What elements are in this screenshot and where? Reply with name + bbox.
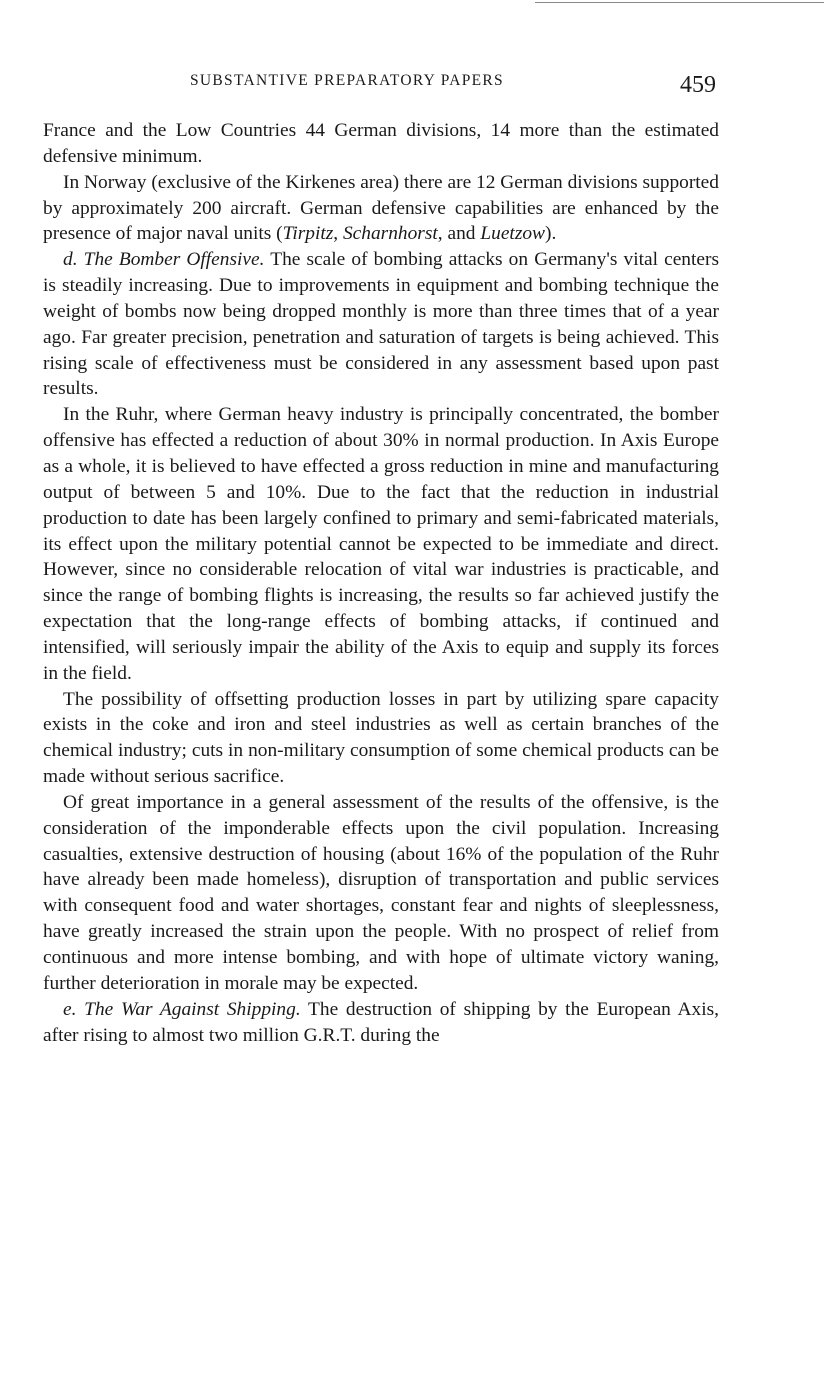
paragraph-norway bbox=[43, 170, 719, 248]
page-number: 459 bbox=[680, 72, 716, 98]
ship-name-scharnhorst: Scharnhorst bbox=[342, 223, 438, 245]
paragraph-text: France and the Low Countries 44 German divisions, 14 more than the estimated defensive minimum. bbox=[43, 120, 719, 167]
paragraph-text: The possibility of offsetting production losses in part by utilizing spare capacity exists in the coke and iron and steel industries as well as certain branches of the chemical industry; cuts in non-military consumption of some chemical products can be made without serious sacrifice. bbox=[43, 688, 719, 788]
paragraph-end: ). bbox=[545, 223, 557, 245]
ship-name-tirpitz: Tirpitz bbox=[282, 223, 334, 245]
paragraph-bomber-offensive bbox=[43, 247, 719, 402]
separator: , bbox=[333, 223, 343, 245]
paragraph-france bbox=[43, 118, 719, 170]
ship-name-luetzow: Luetzow bbox=[480, 223, 545, 245]
paragraph-text: In the Ruhr, where German heavy industry is principally concentrated, the bomber offensive has effected a reduction of about 30% in normal production. In Axis Europe as a whole, it is believed to have effected a gross reduction in mine and manufacturing output of between 5 and 10%. Due to the fact that the reduction in industrial production to date has been largely confined to primary and semi-fabricated materials, its effect upon the military potential cannot be expected to be immediate and direct. However, since no considerable relocation of vital war industries is practicable, and since the range of bombing flights is increasing, the results so far achieved justify the expectation that the long-range effects of bombing attacks, if continued and intensified, will seriously impair the ability of the Axis to equip and supply its forces in the field. bbox=[43, 404, 719, 684]
paragraph-text: In Norway (exclusive of the Kirkenes area) there are 12 German divisions supported by approximately 200 aircraft. German defensive capabilities are enhanced by the presence of major naval units ( bbox=[43, 171, 719, 245]
paragraph-text: The scale of bombing attacks on Germany's vital centers is steadily increasing. Due to improvements in equipment and bombing technique the weight of bombs now being dropped monthly is more than three times that of a year ago. Far greater precision, penetration and saturation of targets is being achieved. This rising scale of effectiveness must be considered in any assessment based upon past results. bbox=[43, 249, 720, 400]
paragraph-civil-population bbox=[43, 790, 719, 997]
paragraph-ruhr bbox=[43, 402, 719, 686]
section-heading-bomber-offensive: d. The Bomber Offensive. bbox=[63, 249, 265, 271]
paragraph-text: Of great importance in a general assessment of the results of the offensive, is the consideration of the imponderable effects upon the civil population. Increasing casualties, extensive destruction of housing (about 16% of the population of the Ruhr have already been made homeless), disruption of transportation and public services with consequent food and water shortages, constant fear and nights of sleeplessness, have greatly increased the strain upon the people. With no prospect of relief from continuous and more intense bombing, and with hope of ultimate victory waning, further deterioration in morale may be expected. bbox=[43, 791, 719, 994]
section-heading-war-against-shipping: e. The War Against Shipping. bbox=[63, 998, 301, 1020]
paragraph-spare-capacity bbox=[43, 687, 719, 790]
separator: , and bbox=[437, 223, 481, 245]
running-head: SUBSTANTIVE PREPARATORY PAPERS bbox=[190, 72, 504, 89]
body-text bbox=[43, 118, 719, 1048]
paragraph-war-against-shipping bbox=[43, 997, 719, 1049]
top-rule bbox=[535, 2, 824, 3]
paragraph-text: The destruction of shipping by the European Axis, after rising to almost two million G.R.T. during the bbox=[43, 998, 719, 1046]
